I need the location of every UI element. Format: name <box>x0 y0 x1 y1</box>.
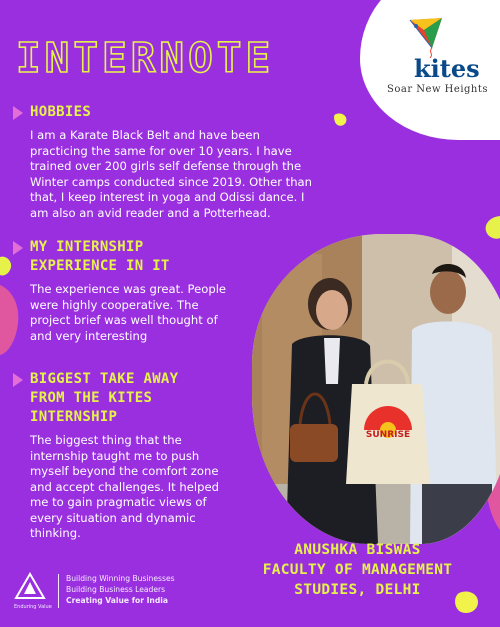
body-line: I am a Karate Black Belt and have been <box>30 128 260 142</box>
body-line: The experience was great. People <box>30 282 227 296</box>
section-heading <box>30 103 330 122</box>
yellow-blob-right <box>484 216 500 240</box>
heading-line: FROM THE KITES <box>30 390 153 406</box>
body-line: trained over 200 girls self defense through the <box>30 159 302 173</box>
bullet-triangle-icon <box>13 241 23 255</box>
photo-illustration <box>252 234 500 544</box>
body-line: project brief was well thought of <box>30 313 218 327</box>
body-line: practicing the same for over 10 years. I have <box>30 143 292 158</box>
itc-logo-icon <box>14 572 46 602</box>
body-line: and very interesting <box>30 328 148 343</box>
body-line: that, I keep interest in yoga and Odissi dance. I <box>30 190 305 204</box>
footer-divider <box>58 574 59 608</box>
section-internship-experience <box>30 238 245 344</box>
body-line: and accept challenges. It helped <box>30 479 219 494</box>
footer-line: Creating Value for India <box>66 596 169 605</box>
body-line: thinking. <box>30 526 81 540</box>
body-line: Winter camps conducted since 2019. Other than <box>30 174 313 189</box>
section-body <box>30 433 245 542</box>
footer-line: Building Winning Businesses <box>66 574 175 583</box>
section-body <box>30 128 330 221</box>
bag-brand-text: SUNRISE <box>365 430 411 440</box>
body-line: internship taught me to push <box>30 448 200 463</box>
heading-line: MY INTERNSHIP <box>30 239 144 255</box>
bullet-triangle-icon <box>13 373 23 387</box>
footer-line: Building Business Leaders <box>66 585 166 594</box>
heading-line: EXPERIENCE IN IT <box>30 258 170 274</box>
name-line: ANUSHKA BISWAS <box>294 542 421 558</box>
body-line: were highly cooperative. The <box>30 297 199 312</box>
name-line: FACULTY OF MANAGEMENT <box>262 562 453 578</box>
yellow-blob-left <box>0 255 12 277</box>
body-line: every situation and dynamic <box>30 510 196 525</box>
kite-icon <box>402 14 448 58</box>
heading-line: HOBBIES <box>30 104 92 120</box>
intern-name-block <box>225 540 490 600</box>
section-biggest-take-away <box>30 370 245 542</box>
section-body <box>30 282 245 344</box>
heading-line: INTERNSHIP <box>30 409 118 425</box>
body-line: am also an avid reader and a Potterhead. <box>30 205 271 220</box>
heading-line: BIGGEST TAKE AWAY <box>30 371 179 387</box>
body-line: The biggest thing that the <box>30 433 182 447</box>
intern-photo <box>252 234 500 544</box>
section-heading <box>30 238 245 276</box>
section-heading <box>30 370 245 427</box>
yellow-blob-top <box>333 112 349 128</box>
bullet-triangle-icon <box>13 106 23 120</box>
itc-logo-caption: Enduring Value <box>14 604 52 610</box>
name-line: STUDIES, DELHI <box>294 582 421 598</box>
body-line: me to gain pragmatic views of <box>30 495 207 509</box>
logo-name: kites <box>414 54 480 83</box>
section-hobbies <box>30 103 330 221</box>
body-line: myself beyond the comfort zone <box>30 464 219 478</box>
pink-blob-left <box>0 285 20 355</box>
logo-tagline: Soar New Heights <box>386 84 489 95</box>
page-title: INTERNOTE <box>16 34 275 82</box>
